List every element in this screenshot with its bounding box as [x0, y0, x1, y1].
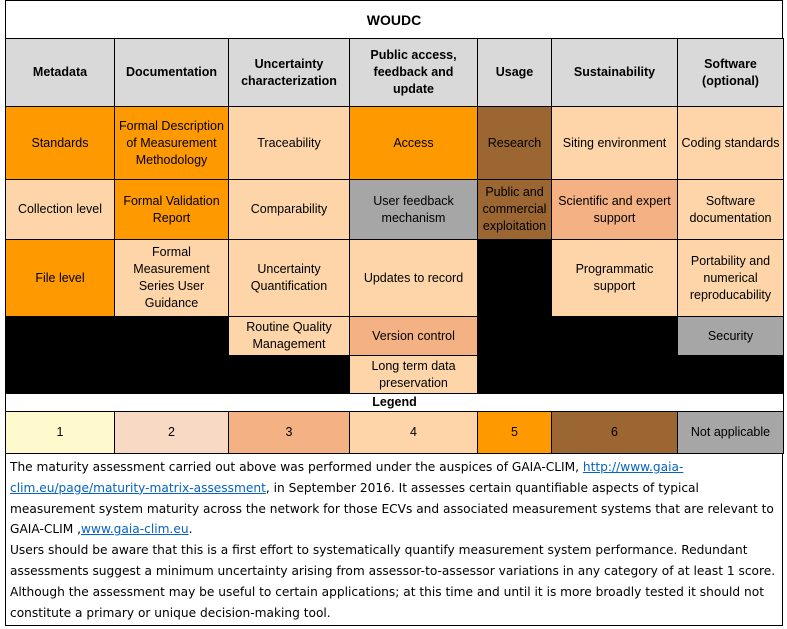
disclaimer-text	[5, 454, 783, 626]
cell-formal-guidance: Formal Measurement Series User Guidance	[115, 240, 229, 317]
cell-empty	[6, 356, 115, 394]
legend-level-2: 2	[115, 412, 229, 454]
cell-file-level: File level	[6, 240, 115, 317]
cell-updates-to-record: Updates to record	[350, 240, 478, 317]
legend-row	[6, 412, 784, 454]
cell-empty	[115, 356, 229, 394]
header-software: Software (optional)	[678, 39, 784, 107]
footer-text-c: .	[188, 522, 193, 537]
cell-security: Security	[678, 317, 784, 356]
cell-empty	[552, 356, 678, 394]
maturity-matrix-table	[5, 38, 784, 454]
cell-empty	[678, 356, 784, 394]
header-uncertainty: Uncertainty characterization	[229, 39, 350, 107]
cell-empty	[478, 356, 552, 394]
legend-level-6: 6	[552, 412, 678, 454]
cell-empty	[6, 317, 115, 356]
table-row	[6, 180, 784, 240]
footer-text-b: , in September 2016. It assesses certain quantifiable aspects of typical measurement system maturity across the network for those ECVs and associated measurement systems that are relevant to GAIA-CLIM ,	[10, 480, 774, 537]
header-documentation: Documentation	[115, 39, 229, 107]
cell-collection-level: Collection level	[6, 180, 115, 240]
footer-text-a: The maturity assessment carried out above was performed under the auspices of GAIA-CLIM,	[10, 460, 583, 474]
cell-long-term-preservation: Long term data preservation	[350, 356, 478, 394]
cell-empty	[478, 317, 552, 356]
header-public-access: Public access, feedback and update	[350, 39, 478, 107]
cell-uncertainty-quantification: Uncertainty Quantification	[229, 240, 350, 317]
legend-level-4: 4	[350, 412, 478, 454]
legend-title: Legend	[6, 394, 784, 412]
legend-not-applicable: Not applicable	[678, 412, 784, 454]
table-row	[6, 317, 784, 356]
cell-portability: Portability and numerical reproducability	[678, 240, 784, 317]
header-metadata: Metadata	[6, 39, 115, 107]
cell-software-documentation: Software documentation	[678, 180, 784, 240]
cell-comparability: Comparability	[229, 180, 350, 240]
cell-traceability: Traceability	[229, 107, 350, 180]
cell-programmatic-support: Programmatic support	[552, 240, 678, 317]
legend-level-5: 5	[478, 412, 552, 454]
cell-public-commercial: Public and commercial exploitation	[478, 180, 552, 240]
table-row	[6, 356, 784, 394]
table-row	[6, 107, 784, 180]
cell-access: Access	[350, 107, 478, 180]
footer-paragraph-2: Users should be aware that this is a first effort to systematically quantify measurement system performance. Redundant assessments suggest a minimum uncertainty arising from assessor-to-assessor variations in any category of at least 1 score. Although the assessment may be useful to certain applications; at this time and until it is more broadly tested it should not constitute a primary or unique decision-making tool.	[10, 543, 776, 620]
cell-formal-validation: Formal Validation Report	[115, 180, 229, 240]
legend-title-row	[6, 394, 784, 412]
cell-scientific-support: Scientific and expert support	[552, 180, 678, 240]
header-row	[6, 39, 784, 107]
legend-level-1: 1	[6, 412, 115, 454]
gaia-clim-link[interactable]: www.gaia-clim.eu	[81, 522, 189, 537]
maturity-assessment-link[interactable]: http://www.gaia-clim.eu/page/maturity-matrix-assessment	[10, 460, 684, 495]
cell-empty	[552, 317, 678, 356]
cell-formal-description: Formal Description of Measurement Methodology	[115, 107, 229, 180]
table-row	[6, 240, 784, 317]
cell-empty	[229, 356, 350, 394]
cell-user-feedback: User feedback mechanism	[350, 180, 478, 240]
cell-siting-environment: Siting environment	[552, 107, 678, 180]
header-sustainability: Sustainability	[552, 39, 678, 107]
cell-routine-quality: Routine Quality Management	[229, 317, 350, 356]
legend-level-3: 3	[229, 412, 350, 454]
maturity-matrix-page	[5, 0, 783, 626]
cell-coding-standards: Coding standards	[678, 107, 784, 180]
cell-empty	[478, 240, 552, 317]
header-usage: Usage	[478, 39, 552, 107]
cell-version-control: Version control	[350, 317, 478, 356]
cell-empty	[115, 317, 229, 356]
matrix-title: WOUDC	[5, 0, 783, 38]
cell-standards: Standards	[6, 107, 115, 180]
cell-research: Research	[478, 107, 552, 180]
